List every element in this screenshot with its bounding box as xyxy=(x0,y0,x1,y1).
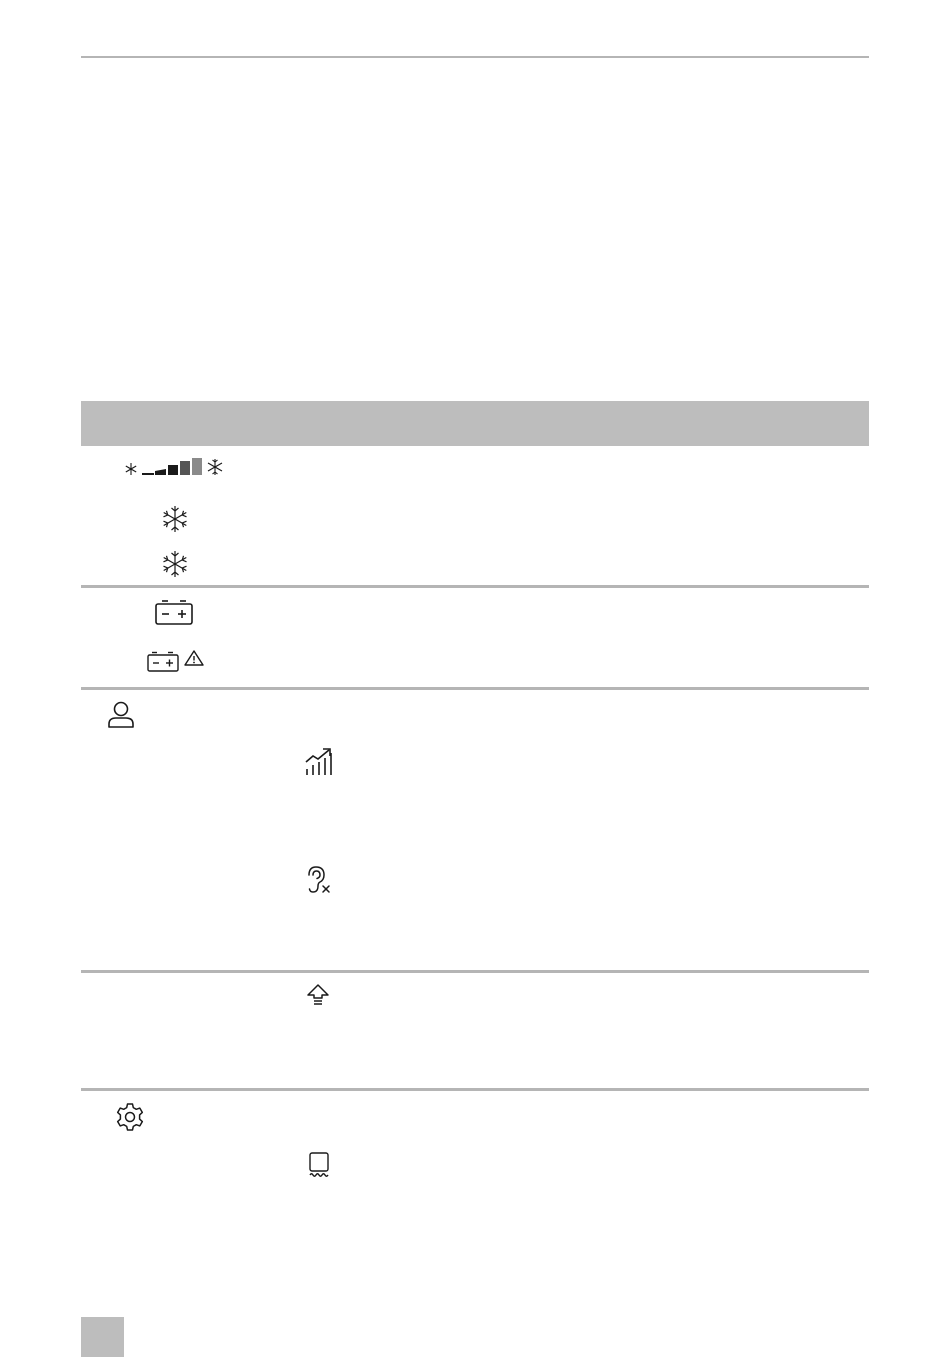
section-divider xyxy=(81,1088,869,1091)
lid-heater-icon xyxy=(307,1151,331,1179)
ear-muted-icon xyxy=(306,865,332,895)
battery-warning-icon xyxy=(146,648,206,674)
section-divider xyxy=(81,687,869,690)
snowflake-icon xyxy=(161,505,189,533)
snowflake-icon xyxy=(161,550,189,578)
section-divider xyxy=(81,585,869,588)
gear-icon xyxy=(115,1102,145,1132)
upload-arrow-icon xyxy=(305,983,331,1009)
header-rule xyxy=(81,56,869,58)
battery-icon xyxy=(154,600,194,626)
page-number-tab xyxy=(81,1317,124,1357)
section-divider xyxy=(81,970,869,973)
performance-chart-icon xyxy=(304,747,334,777)
user-icon xyxy=(106,700,136,730)
table-header-band xyxy=(81,401,869,446)
snowflake-bar-scale-icon xyxy=(124,456,228,478)
